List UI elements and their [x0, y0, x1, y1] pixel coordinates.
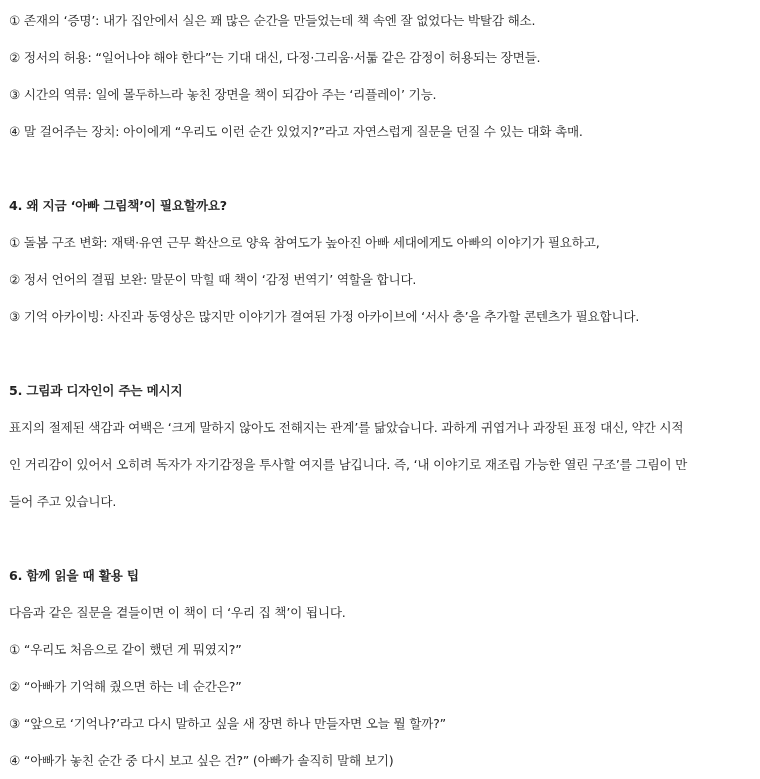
- section-heading: 6. 함께 읽을 때 활용 팁: [9, 568, 139, 583]
- list-item: ② 정서의 허용: “일어나야 해야 한다”는 기대 대신, 다정·그리움·서툶 같은 감정이 허용되는 장면들.: [9, 50, 541, 65]
- section-3-list: [9, 2, 754, 150]
- intro-line: 다음과 같은 질문을 곁들이면 이 책이 더 ‘우리 집 책’이 됩니다.: [9, 605, 346, 620]
- section-heading: 5. 그림과 디자인이 주는 메시지: [9, 383, 183, 398]
- document-body: [9, 2, 754, 779]
- section-heading: 4. 왜 지금 ‘아빠 그림책’이 필요할까요?: [9, 198, 227, 213]
- list-item: ① “우리도 처음으로 같이 했던 게 뭐였지?”: [9, 642, 242, 657]
- paragraph-line: 인 거리감이 있어서 오히려 독자가 자기감정을 투사할 여지를 남깁니다. 즉, ‘내 이야기로 재조립 가능한 열린 구조’를 그림이 만: [9, 457, 688, 472]
- section-5: [9, 372, 754, 520]
- paragraph-line: 들어 주고 있습니다.: [9, 494, 117, 509]
- list-item: ② 정서 언어의 결핍 보완: 말문이 막힐 때 책이 ‘감정 번역기’ 역할을 합니다.: [9, 272, 417, 287]
- list-item: ③ 기억 아카이빙: 사진과 동영상은 많지만 이야기가 결여된 가정 아카이브에 ‘서사 층’을 추가할 콘텐츠가 필요합니다.: [9, 309, 640, 324]
- spacer: [9, 150, 754, 187]
- spacer: [9, 335, 754, 372]
- list-item: ④ “아빠가 놓친 순간 중 다시 보고 싶은 건?” (아빠가 솔직히 말해 보기): [9, 753, 394, 768]
- list-item: ③ “앞으로 ‘기억나?’라고 다시 말하고 싶을 새 장면 하나 만들자면 오늘 뭘 할까?”: [9, 716, 446, 731]
- paragraph-line: 표지의 절제된 색감과 여백은 ‘크게 말하지 않아도 전해지는 관계’를 닮았습니다. 과하게 귀엽거나 과장된 표정 대신, 약간 시적: [9, 420, 684, 435]
- list-item: ① 존재의 ‘증명’: 내가 집안에서 실은 꽤 많은 순간을 만들었는데 책 속엔 잘 없었다는 박탈감 해소.: [9, 13, 536, 28]
- list-item: ③ 시간의 역류: 일에 몰두하느라 놓친 장면을 책이 되감아 주는 ‘리플레이’ 기능.: [9, 87, 437, 102]
- spacer: [9, 520, 754, 557]
- section-4: [9, 187, 754, 335]
- list-item: ① 돌봄 구조 변화: 재택·유연 근무 확산으로 양육 참여도가 높아진 아빠 세대에게도 아빠의 이야기가 필요하고,: [9, 235, 600, 250]
- list-item: ② “아빠가 기억해 줬으면 하는 네 순간은?”: [9, 679, 242, 694]
- section-6: [9, 557, 754, 779]
- list-item: ④ 말 걸어주는 장치: 아이에게 “우리도 이런 순간 있었지?”라고 자연스럽게 질문을 던질 수 있는 대화 촉매.: [9, 124, 583, 139]
